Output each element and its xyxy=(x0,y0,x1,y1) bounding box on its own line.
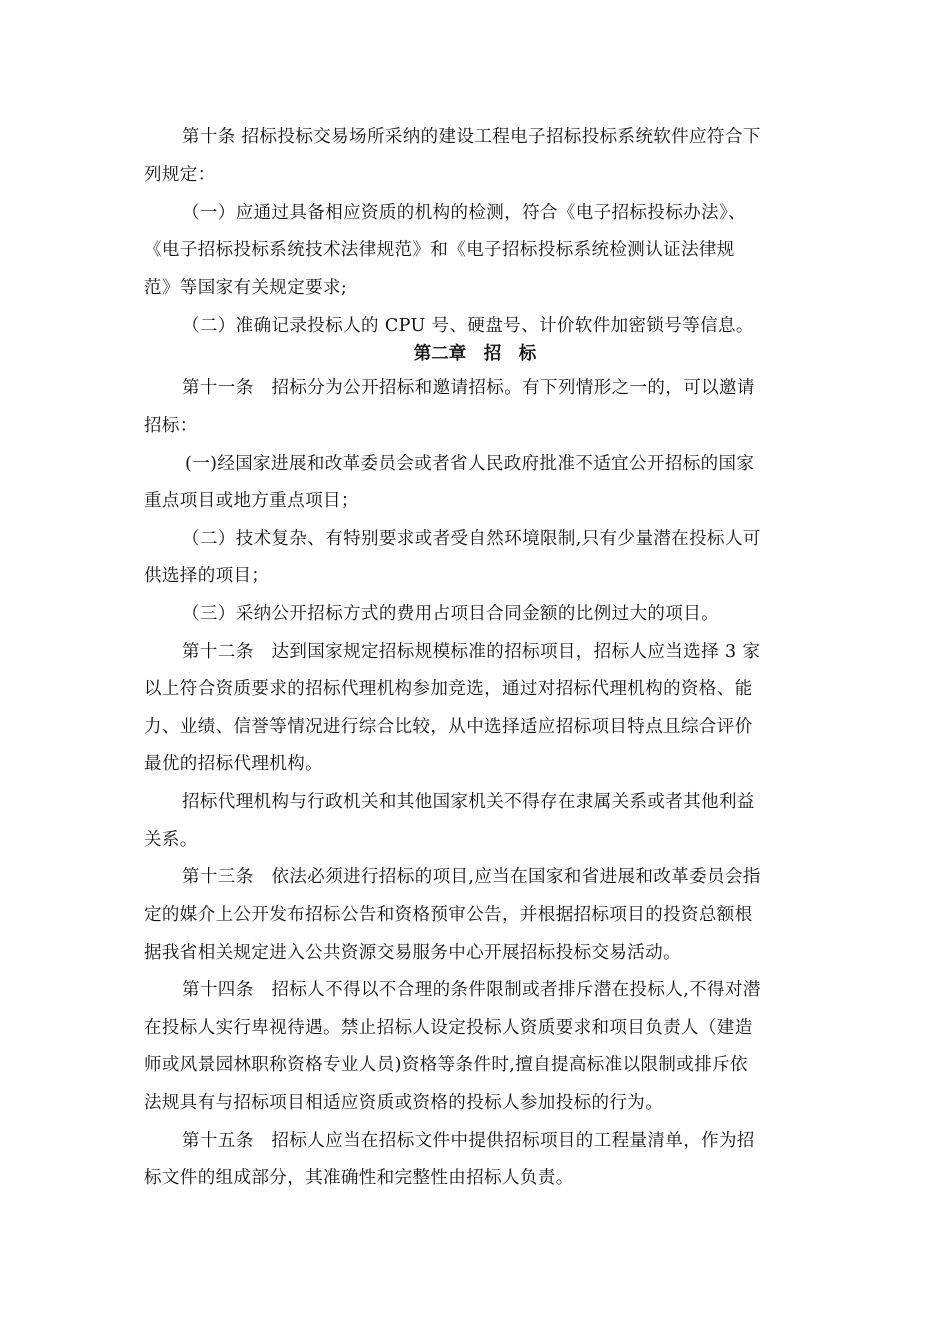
article-12-line-1: 第十二条 达到国家规定招标规模标准的招标项目，招标人应当选择 3 家 xyxy=(182,642,761,662)
article-14-line-4: 法规具有与招标项目相适应资质或资格的投标人参加投标的行为。 xyxy=(144,1093,664,1113)
chapter-heading: 第二章 招 标 xyxy=(413,344,537,364)
article-11-item-3-line-1: （三）采纳公开招标方式的费用占项目合同金额的比例过大的项目。 xyxy=(182,604,719,624)
article-15-line-1: 第十五条 招标人应当在招标文件中提供招标项目的工程量清单，作为招 xyxy=(182,1131,755,1151)
article-11-item-2-line-1: （二）技术复杂、有特别要求或者受自然环境限制,只有少量潜在投标人可 xyxy=(182,529,761,549)
article-14-line-1: 第十四条 招标人不得以不合理的条件限制或者排斥潜在投标人,不得对潜 xyxy=(182,980,761,1000)
article-10-line-2: 列规定： xyxy=(144,165,216,185)
article-11-item-1-line-1: (一)经国家进展和改革委员会或者省人民政府批准不适宜公开招标的国家 xyxy=(185,454,755,474)
article-11-line-1: 第十一条 招标分为公开招标和邀请招标。有下列情形之一的，可以邀请 xyxy=(182,378,755,398)
article-15-line-2: 标文件的组成部分，其准确性和完整性由招标人负责。 xyxy=(144,1168,574,1188)
article-11-line-2: 招标： xyxy=(144,416,198,436)
article-13-line-1: 第十三条 依法必须进行招标的项目,应当在国家和省进展和改革委员会指 xyxy=(182,867,761,887)
article-12-para-2-line-1: 招标代理机构与行政机关和其他国家机关不得存在隶属关系或者其他利益 xyxy=(182,792,755,812)
article-13-line-3: 据我省相关规定进入公共资源交易服务中心开展招标投标交易活动。 xyxy=(144,943,681,963)
article-12-line-4: 最优的招标代理机构。 xyxy=(144,754,323,774)
article-10-item-2-line-1: （二）准确记录投标人的 CPU 号、硬盘号、计价软件加密锁号等信息。 xyxy=(182,316,754,336)
article-10-item-1-line-1: （一）应通过具备相应资质的机构的检测，符合《电子招标投标办法》、 xyxy=(182,203,747,223)
article-10-item-1-line-2: 《电子招标投标系统技术法律规范》和《电子招标投标系统检测认证法律规 xyxy=(144,240,735,260)
article-14-line-3: 师或风景园林职称资格专业人员)资格等条件时,擅自提高标准以限制或排斥依 xyxy=(144,1055,748,1075)
article-12-line-2: 以上符合资质要求的招标代理机构参加竞选，通过对招标代理机构的资格、能 xyxy=(144,679,753,699)
article-10-line-1: 第十条 招标投标交易场所采纳的建设工程电子招标投标系统软件应符合下 xyxy=(182,127,761,147)
article-11-item-2-line-2: 供选择的项目； xyxy=(144,566,270,586)
article-11-item-1-line-2: 重点项目或地方重点项目； xyxy=(144,491,359,511)
article-13-line-2: 定的媒介上公开发布招标公告和资格预审公告，并根据招标项目的投资总额根 xyxy=(144,905,753,925)
article-12-line-3: 力、业绩、信誉等情况进行综合比较，从中选择适应招标项目特点且综合评价 xyxy=(144,717,753,737)
article-14-line-2: 在投标人实行卑视待遇。禁止招标人设定投标人资质要求和项目负责人（建造 xyxy=(144,1018,753,1038)
article-10-item-1-line-3: 范》等国家有关规定要求; xyxy=(144,278,348,298)
article-12-para-2-line-2: 关系。 xyxy=(144,830,198,850)
